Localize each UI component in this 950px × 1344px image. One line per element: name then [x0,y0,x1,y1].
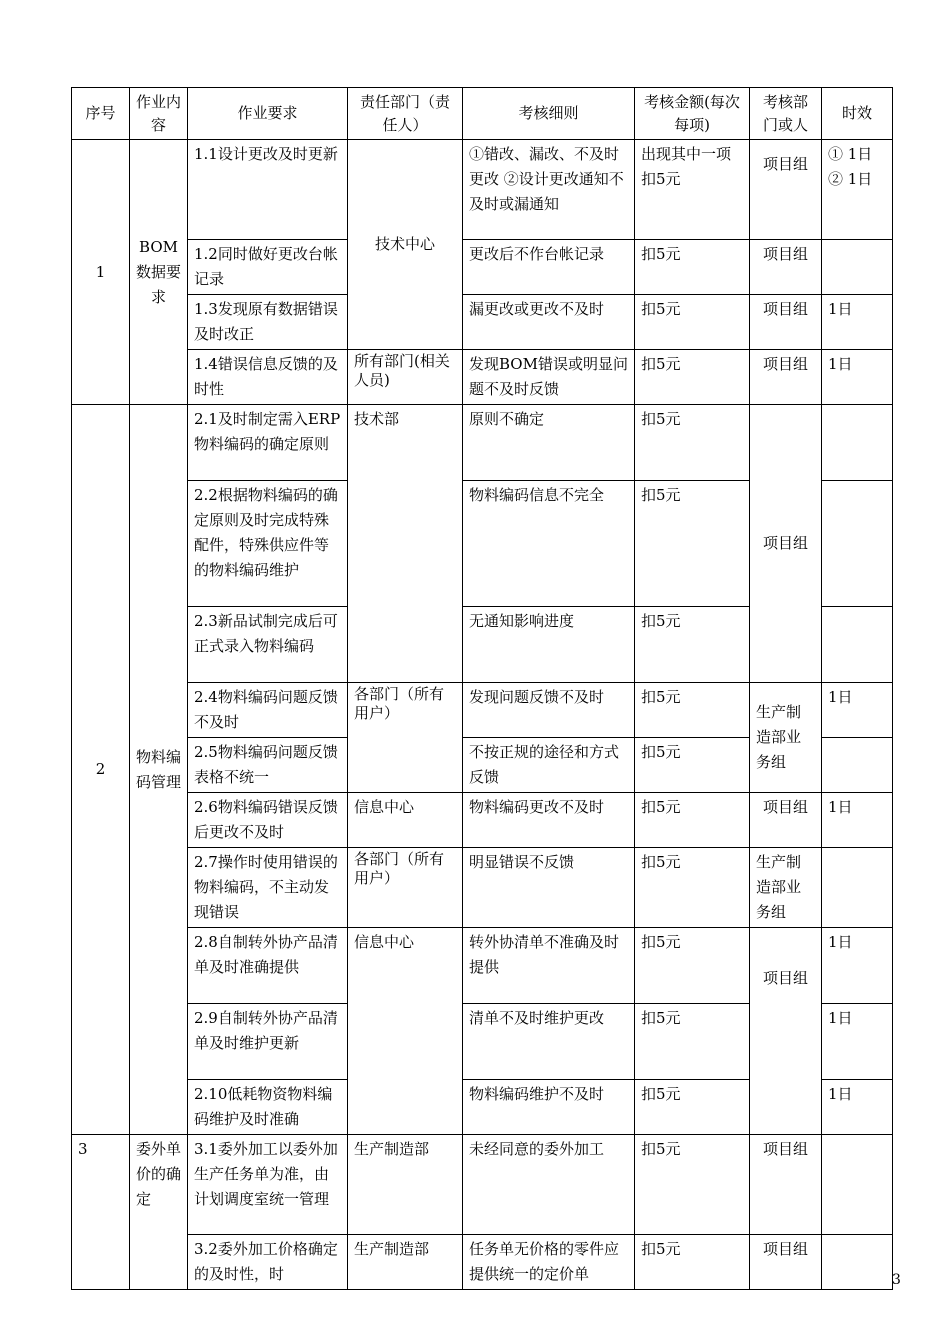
table-row [72,140,893,240]
header-content: 作业内容 [130,88,188,140]
row-content: 委外单价的确定 [130,1135,188,1290]
row-checker: 项目组 [750,928,822,1135]
row-time: ① 1日 ② 1日 [822,140,893,240]
row-requirement-text: 3.2委外加工价格确定的及时性，时 [194,1240,338,1283]
row-requirement: 1.4错误信息反馈的及时性 [188,350,348,405]
row-time [822,240,893,295]
row-requirement: 2.9自制转外协产品清单及时维护更新 [188,1004,348,1080]
row-requirement [188,1080,348,1135]
row-department: 各部门（所有用户） [348,683,463,793]
row-checker: 生产制造部业务组 [750,848,822,928]
table-row [72,683,893,738]
row-amount: 扣5元 [635,738,750,793]
row-amount: 扣5元 [635,607,750,683]
row-time [822,848,893,928]
row-rule: 发现BOM错误或明显问题不及时反馈 [463,350,635,405]
row-rule: 不按正规的途径和方式反馈 [463,738,635,793]
row-rule: 无通知影响进度 [463,607,635,683]
row-time [822,1235,893,1290]
row-rule: 任务单无价格的零件应提供统一的定价单 [463,1235,635,1290]
table-row [72,793,893,848]
row-time: 1日 [822,1080,893,1135]
row-rule: 发现问题反馈不及时 [463,683,635,738]
table-row [72,240,893,295]
header-row [72,88,893,140]
row-requirement: 2.5物料编码问题反馈表格不统一 [188,738,348,793]
row-time [822,607,893,683]
row-checker: 项目组 [750,1235,822,1290]
row-content: 物料编码管理 [130,405,188,1135]
row-department: 技术中心 [348,140,463,350]
row-amount: 扣5元 [635,481,750,607]
row-number: 2 [72,405,130,1135]
header-no: 序号 [72,88,130,140]
row-requirement: 1.3发现原有数据错误及时改正 [188,295,348,350]
row-time: 1日 [822,295,893,350]
header-time: 时效 [822,88,893,140]
row-amount: 扣5元 [635,848,750,928]
table-row [72,928,893,1004]
row-amount: 扣5元 [635,1004,750,1080]
row-department: 技术部 [348,405,463,683]
row-department: 所有部门(相关人员) [348,350,463,405]
row-time: 1日 [822,928,893,1004]
row-checker: 项目组 [750,793,822,848]
row-department: 各部门（所有用户） [348,848,463,928]
row-checker: 生产制造部业务组 [750,683,822,793]
row-requirement: 2.2根据物料编码的确定原则及时完成特殊配件，特殊供应件等的物料编码维护 [188,481,348,607]
assessment-table [71,87,893,1290]
row-rule: ①错改、漏改、不及时更改 ②设计更改通知不及时或漏通知 [463,140,635,240]
row-requirement: 2.8自制转外协产品清单及时准确提供 [188,928,348,1004]
row-time: 1日 [822,683,893,738]
table-row [72,405,893,481]
row-rule: 原则不确定 [463,405,635,481]
row-rule: 漏更改或更改不及时 [463,295,635,350]
header-department: 责任部门（责任人） [348,88,463,140]
row-amount: 扣5元 [635,350,750,405]
row-rule: 更改后不作台帐记录 [463,240,635,295]
row-time [822,481,893,607]
row-time [822,738,893,793]
row-rule: 物料编码更改不及时 [463,793,635,848]
row-amount: 扣5元 [635,1080,750,1135]
row-rule: 未经同意的委外加工 [463,1135,635,1235]
row-requirement: 2.3新品试制完成后可正式录入物料编码 [188,607,348,683]
row-amount: 扣5元 [635,405,750,481]
row-requirement-text: 2.10低耗物资物料编码维护及时准确 [194,1085,333,1128]
row-amount: 扣5元 [635,928,750,1004]
row-rule: 转外协清单不准确及时提供 [463,928,635,1004]
row-amount: 扣5元 [635,240,750,295]
row-content: BOM数据要求 [130,140,188,405]
row-amount: 扣5元 [635,1235,750,1290]
row-requirement: 2.6物料编码错误反馈后更改不及时 [188,793,348,848]
row-time: 1日 [822,1004,893,1080]
header-rule: 考核细则 [463,88,635,140]
table-row [72,848,893,928]
header-checker: 考核部门或人 [750,88,822,140]
row-department: 信息中心 [348,793,463,848]
row-time [822,405,893,481]
page-number: 3 [892,1272,901,1288]
row-amount: 出现其中一项扣5元 [635,140,750,240]
row-checker: 项目组 [750,240,822,295]
row-department: 信息中心 [348,928,463,1135]
table-row [72,1135,893,1235]
row-time: 1日 [822,793,893,848]
row-checker: 项目组 [750,295,822,350]
table-row [72,1235,893,1290]
row-rule: 明显错误不反馈 [463,848,635,928]
row-checker: 项目组 [750,140,822,240]
row-amount: 扣5元 [635,295,750,350]
row-rule: 物料编码维护不及时 [463,1080,635,1135]
row-amount: 扣5元 [635,683,750,738]
row-requirement: 3.1委外加工以委外加生产任务单为准，由计划调度室统一管理 [188,1135,348,1235]
table-row [72,350,893,405]
row-amount: 扣5元 [635,793,750,848]
header-amount: 考核金额(每次每项) [635,88,750,140]
row-requirement: 1.2同时做好更改台帐记录 [188,240,348,295]
row-number: 1 [72,140,130,405]
row-rule: 清单不及时维护更改 [463,1004,635,1080]
row-time: 1日 [822,350,893,405]
row-department: 生产制造部 [348,1235,463,1290]
row-checker: 项目组 [750,350,822,405]
row-number: 3 [72,1135,130,1290]
row-amount: 扣5元 [635,1135,750,1235]
row-requirement: 1.1设计更改及时更新 [188,140,348,240]
row-requirement: 2.1及时制定需入ERP物料编码的确定原则 [188,405,348,481]
row-checker: 项目组 [750,1135,822,1235]
row-department: 生产制造部 [348,1135,463,1235]
row-requirement [188,1235,348,1290]
row-requirement: 2.4物料编码问题反馈不及时 [188,683,348,738]
row-rule: 物料编码信息不完全 [463,481,635,607]
row-requirement: 2.7操作时使用错误的物料编码，不主动发现错误 [188,848,348,928]
row-checker: 项目组 [750,405,822,683]
row-time [822,1135,893,1235]
table-row [72,295,893,350]
header-requirement: 作业要求 [188,88,348,140]
